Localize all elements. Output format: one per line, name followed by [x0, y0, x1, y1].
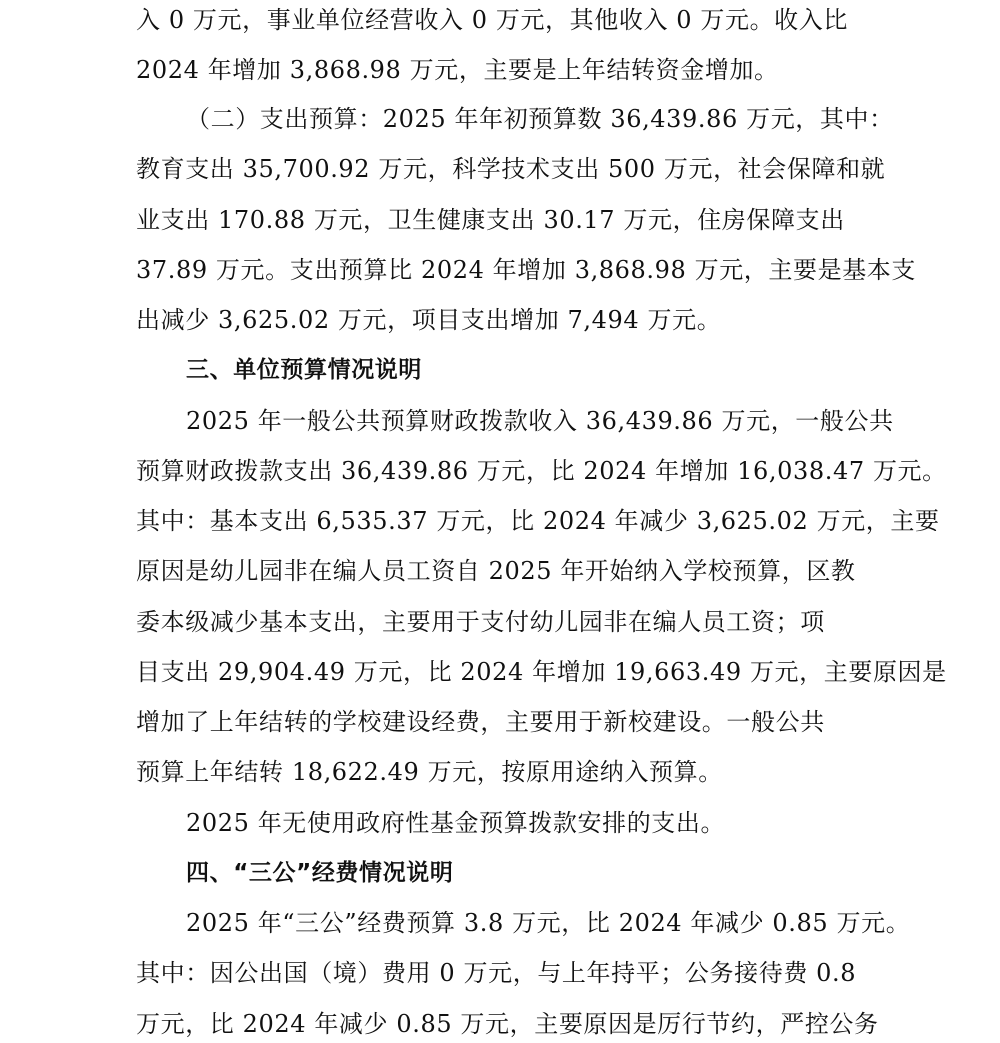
section-heading: 三、单位预算情况说明 — [186, 357, 422, 383]
text-line: （二）支出预算：2025 年年初预算数 36,439.86 万元，其中： — [186, 105, 894, 133]
text-line: 预算财政拨款支出 36,439.86 万元，比 2024 年增加 16,038.47 万元。 — [136, 457, 947, 485]
text-line: 万元，比 2024 年减少 0.85 万元，主要原因是厉行节约，严控公务 — [136, 1010, 879, 1038]
text-line: 2025 年一般公共预算财政拨款收入 36,439.86 万元，一般公共 — [186, 407, 894, 435]
text-line: 2025 年无使用政府性基金预算拨款安排的支出。 — [186, 809, 726, 837]
text-line: 2024 年增加 3,868.98 万元，主要是上年结转资金增加。 — [136, 56, 779, 84]
text-line: 目支出 29,904.49 万元，比 2024 年增加 19,663.49 万元，主要原因是 — [136, 658, 947, 686]
text-line: 其中：基本支出 6,535.37 万元，比 2024 年减少 3,625.02 万元，主要 — [136, 507, 940, 535]
text-line: 原因是幼儿园非在编人员工资自 2025 年开始纳入学校预算，区教 — [136, 557, 856, 585]
text-line: 2025 年“三公”经费预算 3.8 万元，比 2024 年减少 0.85 万元。 — [186, 909, 911, 937]
section-heading: 四、“三公”经费情况说明 — [186, 860, 454, 886]
text-line: 入 0 万元，事业单位经营收入 0 万元，其他收入 0 万元。收入比 — [136, 6, 848, 34]
text-line: 预算上年结转 18,622.49 万元，按原用途纳入预算。 — [136, 758, 723, 786]
text-line: 37.89 万元。支出预算比 2024 年增加 3,868.98 万元，主要是基本支 — [136, 256, 917, 284]
text-line: 教育支出 35,700.92 万元，科学技术支出 500 万元，社会保障和就 — [136, 155, 886, 183]
text-line: 业支出 170.88 万元，卫生健康支出 30.17 万元，住房保障支出 — [136, 206, 845, 234]
text-line: 其中：因公出国（境）费用 0 万元，与上年持平；公务接待费 0.8 — [136, 959, 857, 987]
text-line: 委本级减少基本支出，主要用于支付幼儿园非在编人员工资；项 — [136, 608, 825, 636]
text-line: 出减少 3,625.02 万元，项目支出增加 7,494 万元。 — [136, 306, 722, 334]
text-line: 增加了上年结转的学校建设经费，主要用于新校建设。一般公共 — [136, 708, 825, 736]
